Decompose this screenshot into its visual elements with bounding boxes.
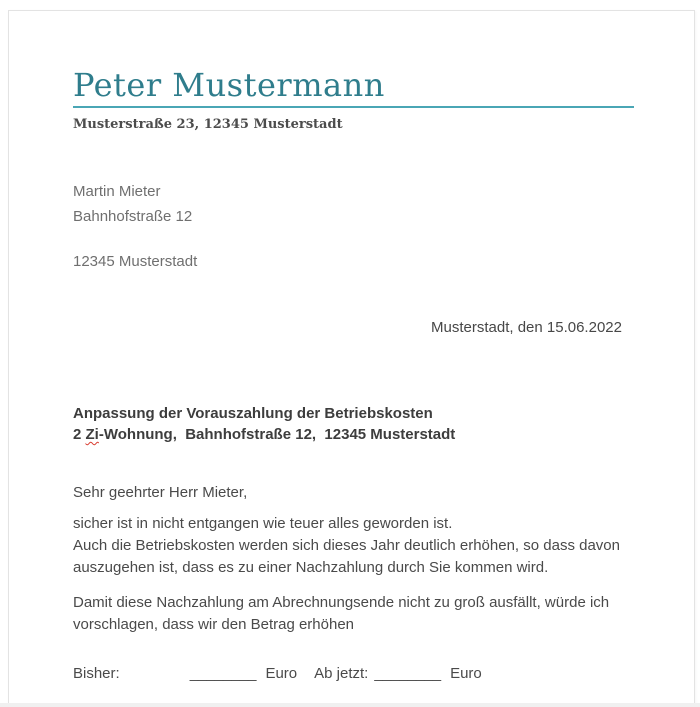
subject-line-2-rest: -Wohnung, Bahnhofstraße 12, 12345 Musterstadt — [98, 426, 456, 443]
amounts-line — [73, 663, 634, 685]
paragraph-1-line-2: Auch die Betriebskosten werden sich dieses Jahr deutlich erhöhen, so dass davon — [73, 537, 620, 554]
viewport-bottom-edge — [0, 703, 700, 707]
letter-page — [8, 10, 695, 707]
amount-after-blank: ________ — [374, 665, 442, 682]
date-line: Musterstadt, den 15.06.2022 — [431, 319, 622, 336]
spellchecked-word: Zi — [85, 426, 99, 443]
amount-before-label: Bisher: — [73, 665, 120, 682]
letterhead-address: Musterstraße 23, 12345 Musterstadt — [73, 117, 343, 132]
amount-before-blank: ________ — [189, 665, 257, 682]
amount-before-currency: Euro — [265, 665, 298, 682]
recipient-name: Martin Mieter — [73, 183, 161, 200]
recipient-street: Bahnhofstraße 12 — [73, 208, 193, 225]
recipient-city: 12345 Musterstadt — [73, 253, 198, 270]
paragraph-2 — [73, 592, 634, 636]
subject-block — [73, 403, 634, 445]
letterhead-rule — [73, 106, 634, 108]
subject-line-1: Anpassung der Vorauszahlung der Betriebskosten — [73, 405, 433, 422]
paragraph-1-line-1: sicher ist in nicht entgangen wie teuer alles geworden ist. — [73, 515, 453, 532]
subject-line-2 — [73, 424, 634, 445]
salutation: Sehr geehrter Herr Mieter, — [73, 484, 248, 501]
amount-after-label: Ab jetzt: — [314, 665, 369, 682]
letterhead-name: Peter Mustermann — [73, 66, 385, 104]
recipient-block — [73, 179, 634, 274]
paragraph-1 — [73, 513, 634, 579]
paragraph-2-line-1: Damit diese Nachzahlung am Abrechnungsende nicht zu groß ausfällt, würde ich — [73, 594, 610, 611]
amount-after-currency: Euro — [450, 665, 482, 682]
paragraph-2-line-2: vorschlagen, dass wir den Betrag erhöhen — [73, 616, 355, 633]
subject-line-2-prefix: 2 — [73, 426, 86, 443]
paragraph-1-line-3: auszugehen ist, dass es zu einer Nachzahlung durch Sie kommen wird. — [73, 559, 549, 576]
